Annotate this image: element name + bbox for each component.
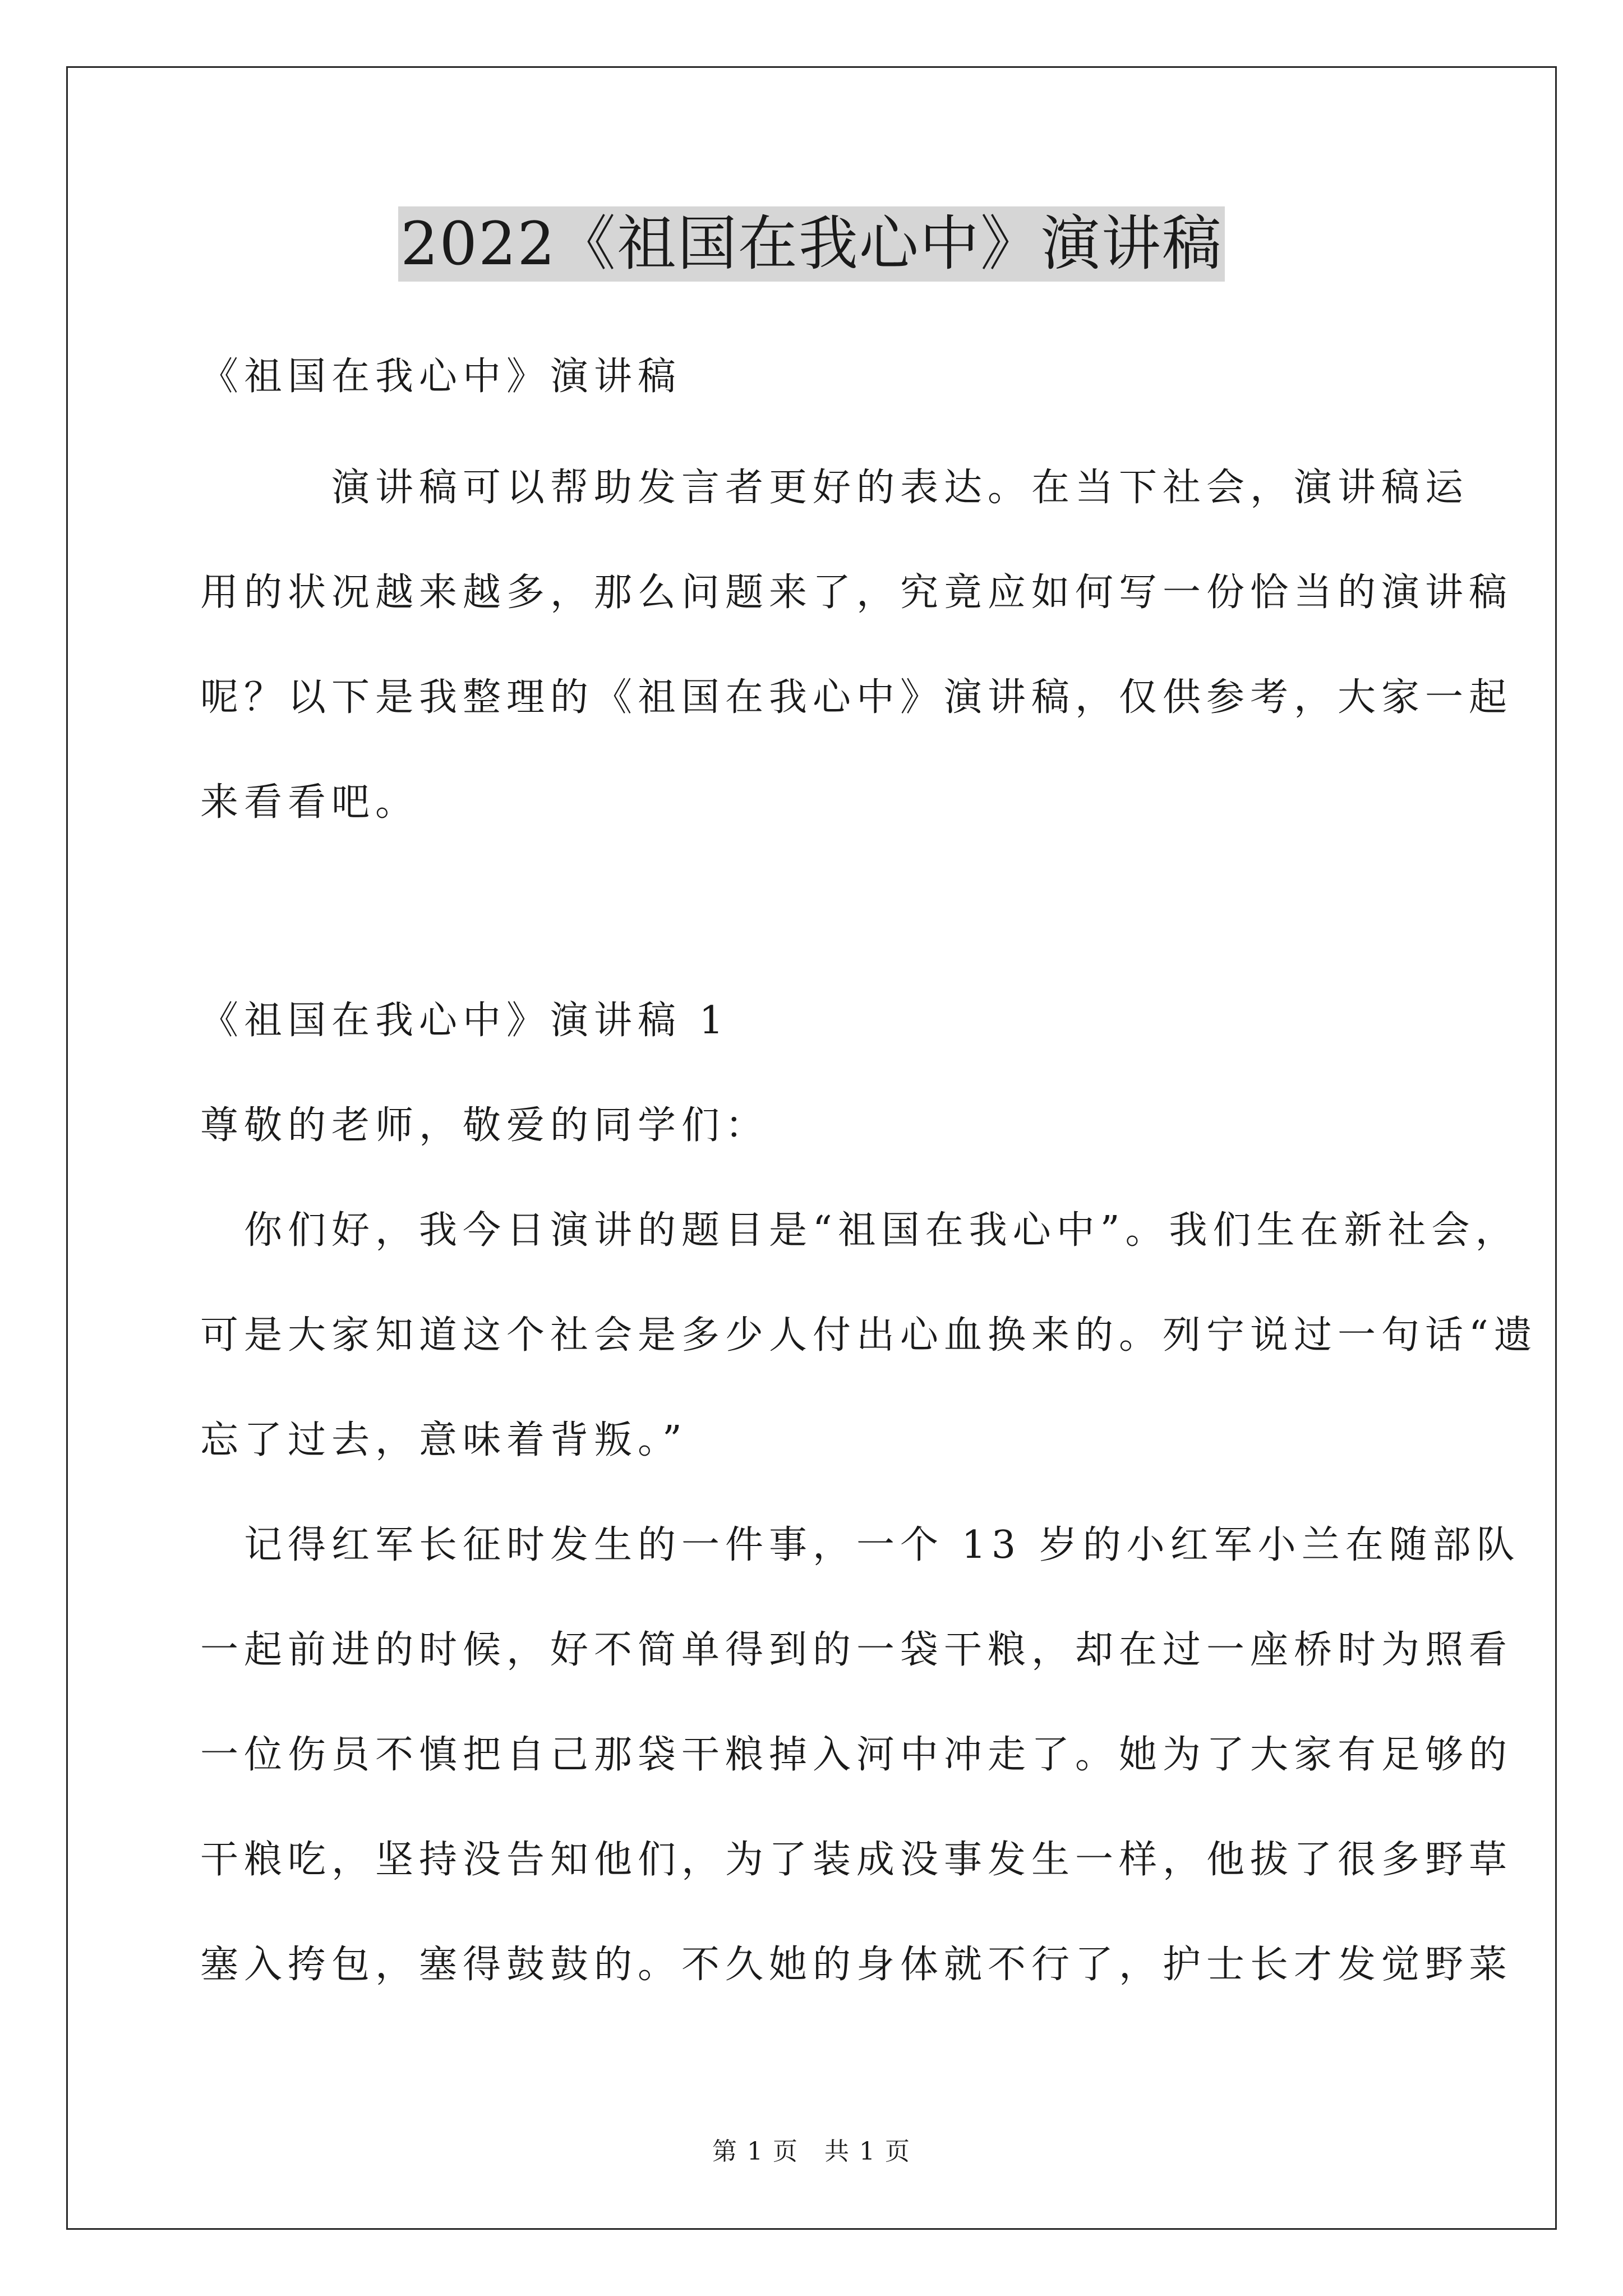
document-title: 2022《祖国在我心中》演讲稿 <box>398 206 1225 282</box>
paragraph-line: 干粮吃，坚持没告知他们，为了装成没事发生一样，他拔了很多野草 <box>200 1838 1513 1882</box>
paragraph-line: 塞入挎包，塞得鼓鼓的。不久她的身体就不行了，护士长才发觉野菜 <box>200 1943 1513 1987</box>
paragraph-line: 一起前进的时候，好不简单得到的一袋干粮，却在过一座桥时为照看 <box>200 1628 1513 1672</box>
paragraph-line: 一位伤员不慎把自己那袋干粮掉入河中冲走了。她为了大家有足够的 <box>200 1733 1513 1777</box>
paragraph-line: 忘了过去，意味着背叛。” <box>200 1418 688 1462</box>
subtitle: 《祖国在我心中》演讲稿 <box>200 355 682 399</box>
intro-line: 呢？以下是我整理的《祖国在我心中》演讲稿，仅供参考，大家一起 <box>200 675 1513 720</box>
intro-line: 演讲稿可以帮助发言者更好的表达。在当下社会，演讲稿运 <box>200 466 1469 510</box>
paragraph-line: 可是大家知道这个社会是多少人付出心血换来的。列宁说过一句话“遗 <box>200 1313 1538 1358</box>
section-heading: 《祖国在我心中》演讲稿 1 <box>200 999 729 1043</box>
title-container <box>0 206 1623 282</box>
page-footer: 第 1 页 共 1 页 <box>712 2137 911 2166</box>
paragraph-line: 你们好，我今日演讲的题目是“祖国在我心中”。我们生在新社会， <box>200 1208 1519 1253</box>
intro-line: 用的状况越来越多，那么问题来了，究竟应如何写一份恰当的演讲稿 <box>200 570 1513 615</box>
paragraph-line: 记得红军长征时发生的一件事，一个 13 岁的小红军小兰在随部队 <box>200 1523 1520 1567</box>
salutation: 尊敬的老师，敬爱的同学们： <box>200 1103 769 1148</box>
intro-line: 来看看吧。 <box>200 780 419 825</box>
